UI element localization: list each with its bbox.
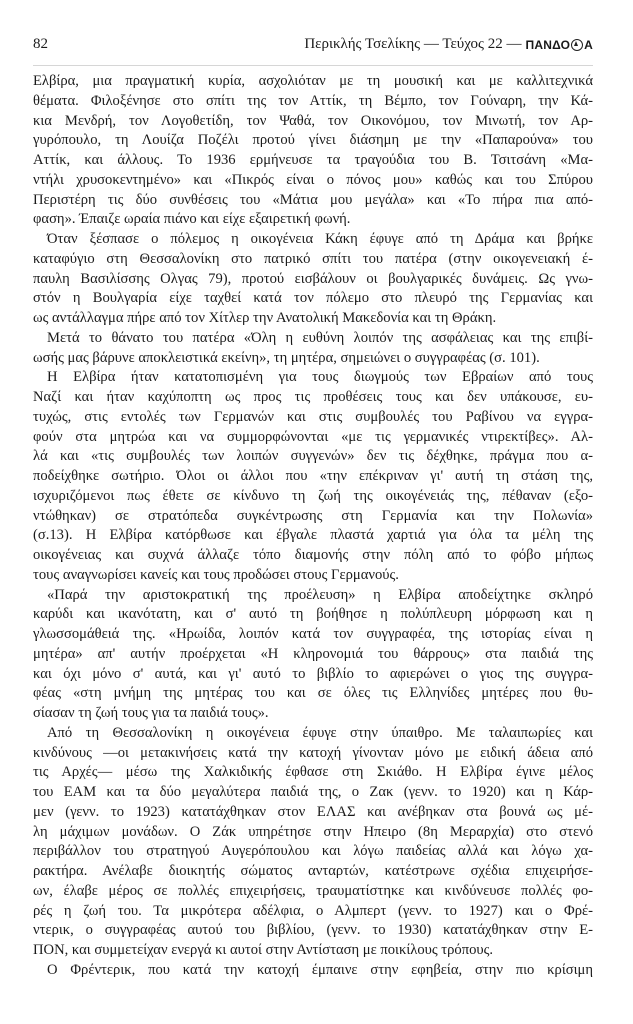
text-line: κια Μενδρή, τον Λογοθετίδη, τον Ψαθά, τον Οικονόμου, τον Μινωτή, τον Αρ- [33, 112, 593, 129]
running-title: Περικλής Τσελίκης — Τεύχος 22 — [304, 36, 522, 52]
text-line: σίασαν τη ζωή τους για τα παιδιά τους». [33, 705, 269, 721]
paragraph [33, 329, 593, 369]
text-line: μεν (γενν. το 1923) κατατάχθηκαν στον ΕΛΑΣ και ανέβηκαν στα βουνά ως μέ- [33, 803, 593, 820]
text-line: Όταν ξέσπασε ο πόλεμος η οικογένεια Κάκη έφυγε από τη Δράμα και βρήκε [47, 231, 593, 247]
text-line: μητέρα» απ' αυτήν προέρχεται «Η κληρονομιά του θάρρους» στα παιδιά της [33, 645, 593, 662]
text-line: καρύδι και ικανότατη, και σ' αυτό τη βοήθησε η πολύπλευρη μόρφωση και η [33, 606, 593, 623]
text-line: ποδείχθηκε σωτήριο. Όλοι οι άλλοι που «την επέκριναν γι' αυτή τη στάση της, [33, 468, 593, 484]
text-line: στόν η Βουλγαρία είχε ταχθεί κατά τον πόλεμο στο πλευρό της Γερμανίας και [33, 290, 593, 307]
text-line: περιβάλλον του στρατηγού Αυγερόπουλου και λόγω παιδείας αλλά και λόγω χα- [33, 843, 593, 860]
paragraph [33, 724, 593, 961]
article-body [33, 72, 593, 981]
header-rule [33, 65, 593, 66]
text-line: ντερικ, ο συγγραφέας αυτού του βιβλίου, (γενν. το 1930) κατατάχθηκαν στην Ε- [33, 922, 593, 939]
text-line: (σ.13). Η Ελβίρα κατόρθωσε και έβγαλε πλαστά χαρτιά για όλα τα μέλη της [33, 527, 593, 544]
paragraph [33, 586, 593, 724]
logo-emblem-icon [571, 39, 583, 51]
page-number: 82 [33, 36, 48, 52]
text-line: και όχι μόνο σ' αυτά, και γι' αυτό το βιβλίο το αφιερώνει ο γιος της συγγρα- [33, 665, 593, 682]
text-line: ντώθηκαν) σε στρατόπεδα συγκέντρωσης στη Γερμανία και την Πολωνία» [33, 507, 593, 524]
text-line: λη μάχιμων μονάδων. Ο Ζάκ υπηρέτησε στην Ηπειρο (8η Μεραρχία) στο στενό [33, 823, 593, 840]
text-line: τυχώς, στις εντολές των Γερμανών και στις συμβουλές του Ραβίνου να εγγρα- [33, 408, 593, 425]
text-line: Από τη Θεσσαλονίκη η οικογένεια έφυγε στην ύπαιθρο. Με ταλαιπωρίες και [47, 724, 593, 741]
text-line: οικογένειας και συχνά άλλαζε τόπο διαμονής στην πόλη από το φόβο μήπως [33, 547, 593, 563]
text-line: «Παρά την αριστοκρατική της προέλευση» η Ελβίρα αποδείχτηκε σκληρό [47, 586, 593, 603]
text-line: Μετά το θάνατο του πατέρα «Όλη η ευθύνη λοιπόν της ασφάλειας και της επιβί- [47, 329, 593, 346]
text-line: ων, έλαβε μέρος σε πολλές επιχειρήσεις, τραυματίστηκε και κινδύνευσε πολλές φο- [33, 882, 593, 899]
text-line: ρές η ζωή του. Τα μικρότερα αδέλφια, ο Αλμπερτ (γενν. το 1927) και ο Φρέ- [33, 902, 593, 919]
text-line: τους αναγνωρίσει κανείς και τους προδώσει στους Γερμανούς. [33, 566, 399, 583]
paragraph [33, 72, 593, 230]
paragraph [33, 368, 593, 585]
text-line: φαση». Έπαιζε ωραία πιάνο και είχε εξαιρετική φωνή. [33, 211, 351, 228]
text-line: καταφύγιο στη Θεσσαλονίκη στο πατρικό σπίτι του πατέρα (στην οικογενειακή έ- [33, 250, 593, 267]
text-line: Αττίκ, και άλλους. Το 1936 ερμήνευσε τα τραγούδια του Β. Τσιτσάνη «Μα- [33, 152, 593, 168]
text-line: Η Ελβίρα ήταν κατατοπισμένη για τους διωγμούς των Εβραίων από τους [47, 369, 593, 386]
page-header [33, 36, 593, 58]
paragraph [33, 961, 593, 981]
text-line: ΠΟΝ, και συμμετείχαν ενεργά κι αυτοί στην Αντίσταση με ποικίλους τρόπους. [33, 942, 494, 958]
text-line: Ο Φρέντερικ, που κατά την κατοχή έμπαινε στην εφηβεία, στην πιο κρίσιμη [47, 961, 593, 978]
text-line: λά και «τις συμβουλές των λοιπών συγγενών» δεν τις δέχθηκε, πράγμα που α- [33, 448, 593, 465]
text-line: κινδύνους —οι μετακινήσεις κατά την κατοχή γίνονταν μόνο με ειδική άδεια από [33, 744, 593, 761]
text-line: τις Αρχές— μέσω της Χαλκιδικής έφθασε στη Σκιάθο. Η Ελβίρα έγινε μέλος [33, 764, 593, 781]
pandora-logo: ΠΑΝΔΟ Α [525, 37, 593, 52]
text-line: Περιστέρη τις δύο συνθέσεις του «Μάτια μου μεγάλα» και «Το πήρα πια από- [33, 191, 593, 208]
text-line: ντήλι χρυσοκεντημένο» και «Πικρός είναι ο πόνος μου» καθώς και του Σπύρου [33, 171, 593, 188]
text-line: ισχυριζόμενοι πως έθετε σε κίνδυνο τη ζωή της οικογένειάς της, πέθαναν (εξο- [33, 487, 593, 504]
text-line: φούν στα μητρώα και να συμμορφώνονται «με τις γερμανικές ντιρεκτίβες». Αλ- [33, 428, 593, 445]
paragraph [33, 230, 593, 329]
text-line: γυρόπουλο, τη Λουίζα Ποζέλι προτού γίνει διάσημη με την «Παπαρούνα» του [33, 132, 593, 149]
text-line: παυλη Βασιλίσσης Ολγας 79), προτού εισβάλουν οι βουλγαρικές δυνάμεις. Ως γνω- [33, 270, 593, 287]
text-line: θέματα. Φιλοξένησε στο σπίτι της τον Αττίκ, τη Βέμπο, τον Γούναρη, την Κά- [33, 92, 593, 109]
text-line: Ναζί και ήταν καχύποπτη ως προς τις προθέσεις τους και δεν υπάκουσε, ευ- [33, 389, 593, 405]
text-line: ωσής μας βάρυνε αποκλειστικά εκείνη», τη μητέρα, σημειώνει ο συγγραφέας (σ. 101). [33, 349, 540, 366]
text-line: ρακτήρα. Ανέλαβε διοικητής σώματος ανταρτών, κατέστρωνε σχέδια επιχειρήσε- [33, 863, 593, 879]
running-head [304, 36, 593, 53]
text-line: του ΕΑΜ και τα δύο μεγαλύτερα παιδιά της, ο Ζακ (γενν. το 1920) και η Κάρ- [33, 784, 593, 800]
text-line: φέας «στη μνήμη της μητέρας του και σε όλες τις Ελληνίδες μητέρες που θυ- [33, 685, 593, 702]
text-line: γλωσσομάθειά της. «Ηρωίδα, λοιπόν κατά τον συγγραφέα, της ιστορίας είναι η [33, 626, 593, 642]
text-line: ως αντάλλαγμα πήρε από τον Χίτλερ την Ανατολική Μακεδονία και τη Θράκη. [33, 310, 497, 326]
text-line: Ελβίρα, μια πραγματική κυρία, ασχολιόταν με τη μουσική και με καλλιτεχνικά [33, 73, 593, 89]
